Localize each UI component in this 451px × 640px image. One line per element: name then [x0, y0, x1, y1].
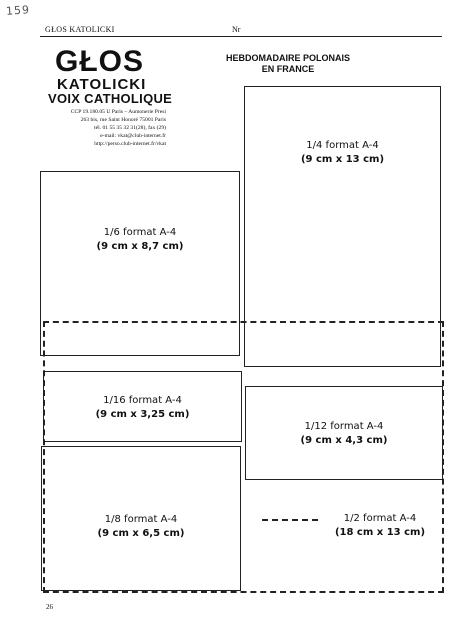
ad-box-twelfth: [245, 386, 443, 480]
ad-half-dims: (18 cm x 13 cm): [334, 527, 426, 538]
page-number: 26: [46, 603, 53, 611]
ad-half-label: [322, 512, 438, 540]
heading-line-1: HEBDOMADAIRE POLONAIS: [225, 53, 350, 63]
ad-half-text: [322, 512, 438, 540]
running-head-publication: GŁOS KATOLICKI: [45, 25, 115, 34]
ad-box-eighth-label: [42, 513, 240, 541]
ad-box-sixth-label: [41, 226, 239, 254]
ad-quarter-dims: (9 cm x 13 cm): [300, 154, 385, 165]
heading-line-2: EN FRANCE: [261, 64, 315, 74]
contact-website: http://perso.club-internet.fr/vkat: [94, 141, 166, 147]
ad-box-quarter-label: [245, 139, 440, 167]
ad-eighth-dims: (9 cm x 6,5 cm): [97, 528, 185, 539]
ad-twelfth-dims: (9 cm x 4,3 cm): [300, 435, 388, 446]
ad-box-sixteenth: [43, 371, 242, 442]
ad-box-eighth: [41, 446, 241, 591]
ad-sixth-format: 1/6 format A-4: [103, 227, 177, 238]
handwritten-note: 159: [5, 3, 31, 18]
ad-twelfth-format: 1/12 format A-4: [304, 421, 384, 432]
ad-quarter-format: 1/4 format A-4: [306, 140, 379, 151]
ad-box-sixteenth-label: [44, 394, 241, 422]
logo-tagline: VOIX CATHOLIQUE: [48, 91, 173, 106]
ad-box-twelfth-label: [246, 420, 442, 448]
logo-subtitle: KATOLICKI: [57, 76, 147, 93]
ad-eighth-format: 1/8 format A-4: [104, 514, 178, 525]
contact-ccp: CCP 19.180.05 U Paris – Aumonerie Presi: [70, 109, 166, 115]
half-legend-dash: [262, 519, 318, 521]
contact-email: e-mail: vkat@club-internet.fr: [100, 133, 166, 139]
contact-address: 263 bis, rue Saint Honoré 75001 Paris: [80, 117, 166, 123]
running-head-number: Nr: [232, 25, 241, 34]
header-rule: [40, 36, 442, 37]
ad-sixth-dims: (9 cm x 8,7 cm): [96, 241, 184, 252]
contact-phone: tél. 01 55 35 32 31(28), fax (29): [94, 125, 166, 131]
ad-sixteenth-format: 1/16 format A-4: [103, 395, 182, 406]
logo-title: GŁOS: [55, 45, 145, 78]
ad-sixteenth-dims: (9 cm x 3,25 cm): [95, 409, 190, 420]
ad-half-format: 1/2 format A-4: [343, 513, 417, 524]
